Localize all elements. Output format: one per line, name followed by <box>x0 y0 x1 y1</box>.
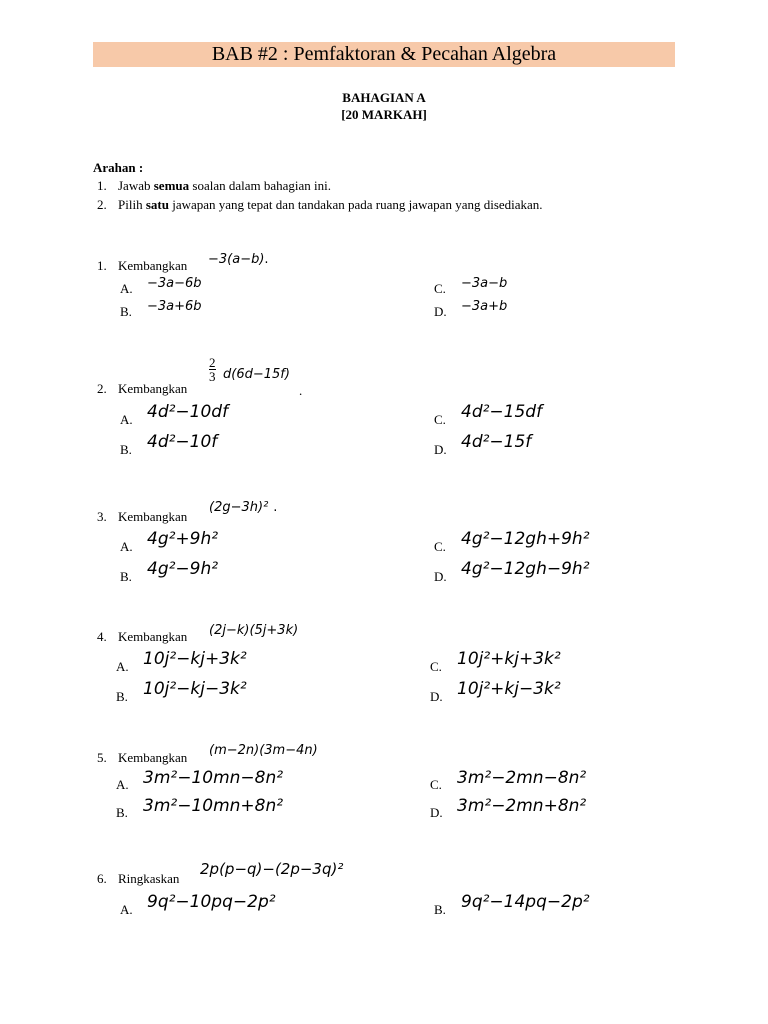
question-5-stem <box>97 750 187 766</box>
question-number: 3. <box>97 509 107 524</box>
question-2-expression: d(6d−15f) <box>223 367 290 382</box>
q3-option-c[interactable]: 4g²−12gh+9h² <box>461 529 590 549</box>
option-b-label[interactable]: B. <box>120 442 132 457</box>
question-verb: Kembangkan <box>118 258 188 273</box>
fraction-numerator: 2 <box>209 355 216 370</box>
question-number: 2. <box>97 381 107 396</box>
question-1-expression: −3(a−b). <box>208 252 269 267</box>
option-d-label[interactable]: D. <box>434 304 447 319</box>
chapter-title: BAB #2 : Pemfaktoran & Pecahan Algebra <box>93 42 675 67</box>
q1-option-c[interactable]: −3a−b <box>461 276 508 291</box>
q5-option-c[interactable]: 3m²−2mn−8n² <box>457 768 587 788</box>
q5-option-d[interactable]: 3m²−2mn+8n² <box>457 796 587 816</box>
question-number: 4. <box>97 629 107 644</box>
q5-option-a[interactable]: 3m²−10mn−8n² <box>143 768 284 788</box>
q2-option-d[interactable]: 4d²−15f <box>461 432 532 452</box>
question-5-expression: (m−2n)(3m−4n) <box>209 743 318 758</box>
question-verb: Kembangkan <box>118 750 188 765</box>
q4-option-b[interactable]: 10j²−kj−3k² <box>143 679 247 699</box>
q4-option-c[interactable]: 10j²+kj+3k² <box>457 649 561 669</box>
instruction-text: Jawab <box>118 178 154 193</box>
instruction-item <box>97 197 543 213</box>
instruction-emphasis: satu <box>145 197 169 212</box>
option-c-label[interactable]: C. <box>430 777 442 792</box>
option-b-label[interactable]: B. <box>434 902 446 917</box>
q2-option-c[interactable]: 4d²−15df <box>461 402 543 422</box>
q1-option-b[interactable]: −3a+6b <box>147 299 202 314</box>
option-b-label[interactable]: B. <box>120 569 132 584</box>
option-a-label[interactable]: A. <box>120 902 133 917</box>
option-c-label[interactable]: C. <box>434 412 446 427</box>
question-verb: Kembangkan <box>118 509 188 524</box>
question-4-expression: (2j−k)(5j+3k) <box>209 623 299 638</box>
q3-option-d[interactable]: 4g²−12gh−9h² <box>461 559 590 579</box>
question-verb: Kembangkan <box>118 381 188 396</box>
option-d-label[interactable]: D. <box>430 689 443 704</box>
option-b-label[interactable]: B. <box>116 689 128 704</box>
q6-option-a[interactable]: 9q²−10pq−2p² <box>147 892 276 912</box>
option-b-label[interactable]: B. <box>120 304 132 319</box>
q3-option-a[interactable]: 4g²+9h² <box>147 529 219 549</box>
section-name: BAHAGIAN A <box>342 90 426 105</box>
question-6-stem <box>97 871 179 887</box>
option-a-label[interactable]: A. <box>120 412 133 427</box>
q4-option-a[interactable]: 10j²−kj+3k² <box>143 649 247 669</box>
question-2-stem <box>97 381 187 397</box>
option-a-label[interactable]: A. <box>120 281 133 296</box>
question-number: 6. <box>97 871 107 886</box>
option-c-label[interactable]: C. <box>434 281 446 296</box>
option-d-label[interactable]: D. <box>430 805 443 820</box>
q2-option-a[interactable]: 4d²−10df <box>147 402 229 422</box>
option-c-label[interactable]: C. <box>434 539 446 554</box>
option-a-label[interactable]: A. <box>116 659 129 674</box>
q6-option-b[interactable]: 9q²−14pq−2p² <box>461 892 590 912</box>
option-d-label[interactable]: D. <box>434 569 447 584</box>
option-d-label[interactable]: D. <box>434 442 447 457</box>
instruction-text: jawapan yang tepat dan tandakan pada ruang jawapan yang disediakan. <box>168 197 543 212</box>
q1-option-d[interactable]: −3a+b <box>461 299 508 314</box>
instruction-text: Pilih <box>118 197 146 212</box>
option-a-label[interactable]: A. <box>120 539 133 554</box>
fraction-denominator: 3 <box>209 369 216 384</box>
section-marks: [20 MARKAH] <box>341 107 427 122</box>
question-1-stem <box>97 258 187 274</box>
option-c-label[interactable]: C. <box>430 659 442 674</box>
q3-option-b[interactable]: 4g²−9h² <box>147 559 219 579</box>
q5-option-b[interactable]: 3m²−10mn+8n² <box>143 796 284 816</box>
instruction-number: 2. <box>97 197 107 212</box>
option-a-label[interactable]: A. <box>116 777 129 792</box>
question-verb: Kembangkan <box>118 629 188 644</box>
q4-option-d[interactable]: 10j²+kj−3k² <box>457 679 561 699</box>
instructions-heading: Arahan : <box>93 160 144 175</box>
q1-option-a[interactable]: −3a−6b <box>147 276 202 291</box>
question-number: 1. <box>97 258 107 273</box>
question-number: 5. <box>97 750 107 765</box>
question-2-period: . <box>299 383 303 398</box>
instruction-emphasis: semua <box>153 178 190 193</box>
instruction-number: 1. <box>97 178 107 193</box>
instruction-text: soalan dalam bahagian ini. <box>189 178 332 193</box>
question-4-stem <box>97 629 187 645</box>
question-verb: Ringkaskan <box>118 871 180 886</box>
question-3-stem <box>97 509 187 525</box>
question-6-expression: 2p(p−q)−(2p−3q)² <box>200 860 344 878</box>
q2-option-b[interactable]: 4d²−10f <box>147 432 218 452</box>
question-3-expression: (2g−3h)² . <box>209 500 278 515</box>
option-b-label[interactable]: B. <box>116 805 128 820</box>
question-2-fraction <box>209 356 216 383</box>
instruction-item <box>97 178 331 194</box>
